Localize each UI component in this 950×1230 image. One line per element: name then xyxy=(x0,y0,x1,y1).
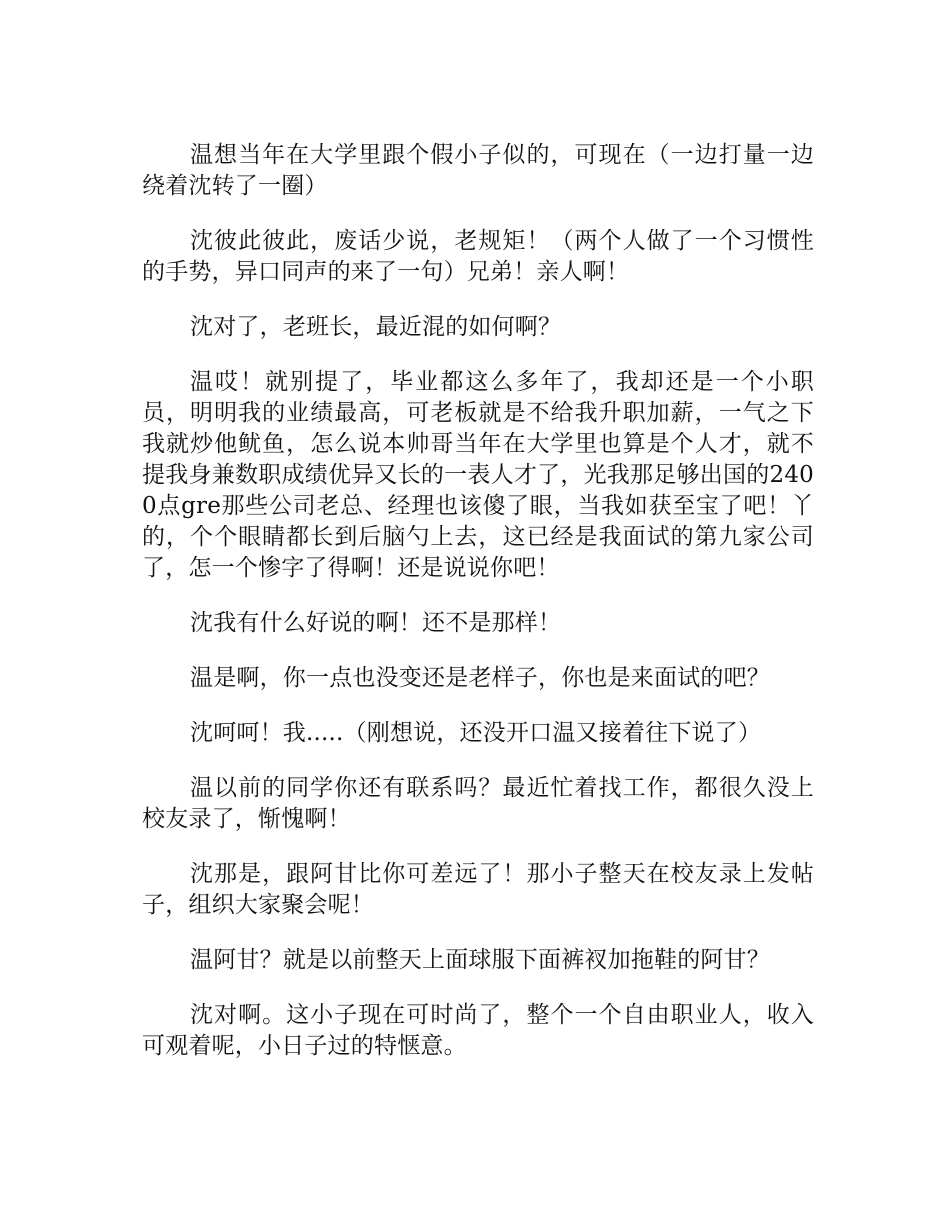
dialogue-paragraph: 沈我有什么好说的啊！还不是那样！ xyxy=(190,610,562,636)
dialogue-paragraph: 沈对啊。这小子现在可时尚了，整个一个自由职业人，收入可观着呢，小日子过的特惬意。 xyxy=(142,1002,814,1059)
dialogue-paragraph: 沈对了，老班长，最近混的如何啊？ xyxy=(190,314,562,340)
dialogue-paragraph: 沈那是，跟阿甘比你可差远了！那小子整天在校友录上发帖子，组织大家聚会呢！ xyxy=(142,861,814,918)
dialogue-paragraph: 温哎！就别提了，毕业都这么多年了，我却还是一个小职员，明明我的业绩最高，可老板就是不给我升职加薪，一气之下我就炒他鱿鱼，怎么说本帅哥当年在大学里也算是个人才，就不提我身兼数职成绩优异又长的一表人才了，光我那足够出国的2400点gre那些公司老总、经理也该傻了眼，当我如获至宝了吧！丫的，个个眼睛都长到后脑勺上去，这已经是我面试的第九家公司了，怎一个惨字了得啊！还是说说你吧！ xyxy=(142,369,814,581)
dialogue-paragraph: 温以前的同学你还有联系吗？最近忙着找工作，都很久没上校友录了，惭愧啊！ xyxy=(142,775,814,832)
dialogue-paragraph: 温阿甘？就是以前整天上面球服下面裤衩加拖鞋的阿甘？ xyxy=(190,947,770,973)
dialogue-paragraph: 温想当年在大学里跟个假小子似的，可现在（一边打量一边绕着沈转了一圈） xyxy=(142,142,814,199)
dialogue-paragraph: 沈呵呵！我.....（刚想说，还没开口温又接着往下说了） xyxy=(190,720,762,746)
dialogue-paragraph: 温是啊，你一点也没变还是老样子，你也是来面试的吧？ xyxy=(190,665,770,691)
document-body xyxy=(142,140,814,1086)
dialogue-paragraph: 沈彼此彼此，废话少说，老规矩！（两个人做了一个习惯性的手势，异口同声的来了一句）兄弟！亲人啊！ xyxy=(142,228,814,285)
